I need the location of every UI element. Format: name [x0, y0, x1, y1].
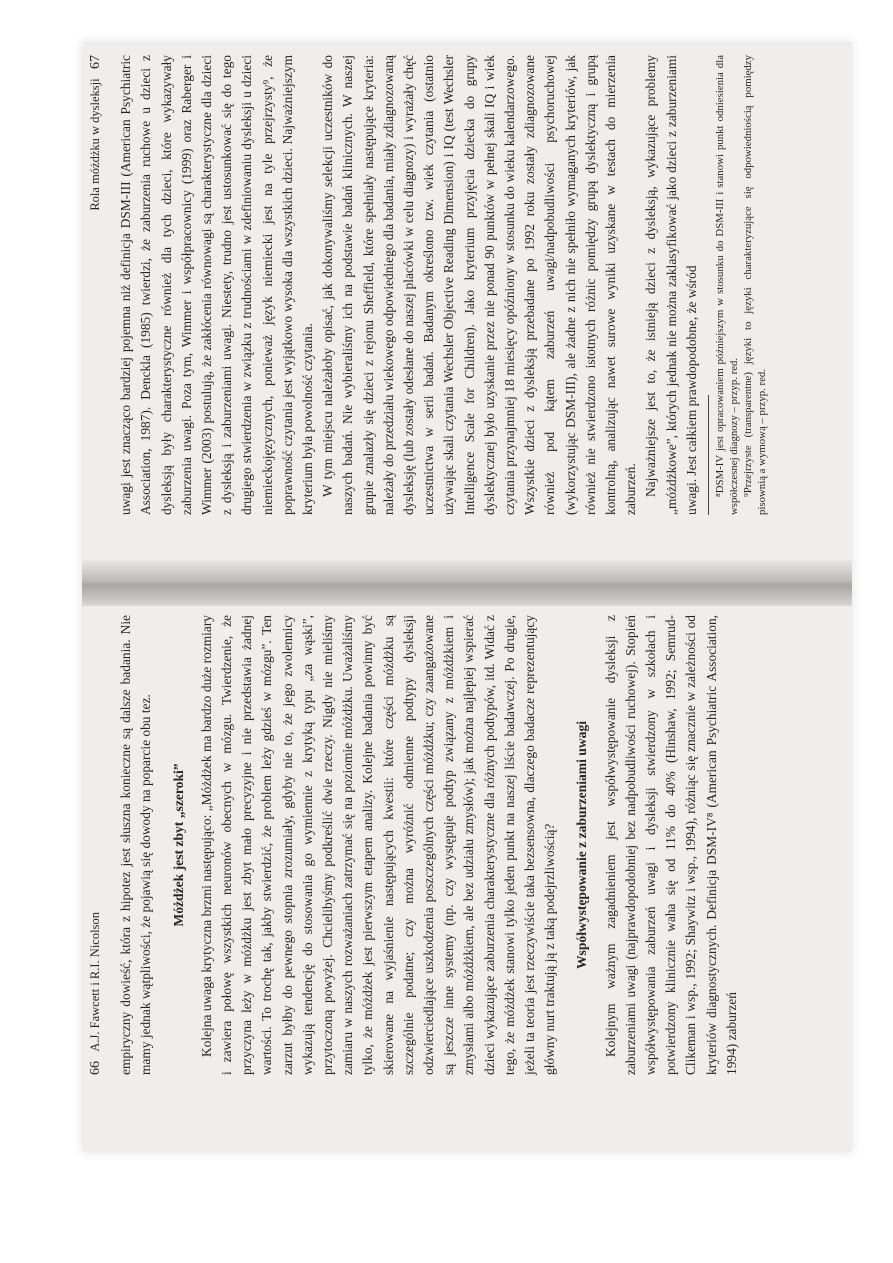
footnote-9: ⁹Przejrzyste (transparentne) języki to języki charakteryzujące się odpowiedniością pomiędzy pisownią a wymową – przyp. red. [742, 55, 769, 515]
paragraph-criticism: Kolejna uwaga krytyczna brzmi następująco: „Móżdżek ma bardzo duże rozmiary i zawiera połowę wszystkich neuronów obecnych w mózgu. Twierdzenie, że przyczyna leży w móżdżku jest zbyt mało precyzyjne i nie przedstawia żadnej wartości. To trochę tak, jakby stwierdzić, że problem leży gdzieś w mózgu”. Ten zarzut byłby do pewnego stopnia zrozumiały, gdyby nie to, że jego zwolennicy wykazują tendencję do stosowania go wymiennie z krytyką typu „za wąski”, przytoczoną powyżej. Chcielibyśmy podkreślić dwie rzeczy. Nigdy nie mieliśmy zamiaru w naszych rozważaniach zatrzymać się na poziomie móżdżku. Uważaliśmy tylko, że móżdżek jest pierwszym etapem analizy. Kolejne badania powinny być skierowane na wyjaśnienie następujących kwestii: które części móżdżku są szczególnie podatne; czy można wyróżnić odmienne podtypy dysleksji odzwierciedlające uszkodzenia poszczególnych części móżdżku; czy zaangażowane są jeszcze inne systemy (np. czy występuje podtyp związany z móżdżkiem i zmysłami albo móżdżkiem, ale bez udziału zmysłów); jak można najlepiej wspierać dzieci wykazujące zaburzenia charakterystyczne dla różnych podtypów, itd. Widać z tego, że móżdżek stanowi tylko jeden punkt na naszej liście badawczej. Po drugie, jeżeli ta teoria jest rzeczywiście taka bezsensowna, dlaczego badacze reprezentujący główny nurt traktują ją z taką podejrzliwością? [198, 615, 558, 1075]
paragraph-participant-selection: W tym miejscu należałoby opisać, jak dokonywaliśmy selekcji uczestników do naszych badań. Nie wybieraliśmy ich na podstawie badań klinicznych. W naszej grupie znalazły się dzieci z rejonu Sheffield, które spełniały następujące kryteria: należały do przedziału wiekowego odpowiedniego dla badania, miały zdiagnozowaną dysleksję (lub zostały odesłane do naszej placówki w celu diagnozy) i wyrażały chęć uczestnictwa w serii badań. Badanym określono tzw. wiek czytania (ostatnio używając skali czytania Wechsler Objective Reading Dimension) i IQ (test Wechsler Intelligence Scale for Children). Jako kryterium przyjęcia dziecka do grupy dyslektycznej było uzyskanie przez nie ponad 90 punktów w pełnej skali IQ i wiek czytania przynajmniej 18 miesięcy opóźniony w stosunku do wieku kalendarzowego. Wszystkie dzieci z dysleksją przebadane po 1992 roku zostały zdiagnozowane również pod kątem zaburzeń uwagi/nadpobudliwości psychoruchowej (wykorzystując DSM-III), ale żadne z nich nie spełniło wymaganych kryteriów, jak również nie stwierdzono istotnych różnic pomiędzy grupą dyslektyczną i grupą kontrolną, analizując nawet surowe wyniki uzyskane w testach do mierzenia zaburzeń. [320, 55, 639, 515]
paragraph-intro: empiryczny dowieść, która z hipotez jest słuszna konieczne są dalsze badania. Nie mamy jednak wątpliwości, że pojawią się dowody na poparcie obu tez. [118, 615, 154, 1075]
section-heading-cerebellum-too-broad: Móżdżek jest zbyt „szeroki” [170, 763, 186, 927]
header-authors: A.J. Fawcett i R.I. Nicolson [88, 912, 102, 1052]
running-header-right [85, 55, 106, 515]
page-67 [85, 55, 769, 515]
page-66 [85, 615, 739, 1075]
page-number: 66 [88, 1061, 103, 1075]
paragraph-attention-definition: uwagi jest znacząco bardziej pojemna niż definicja DSM-III (American Psychiatric Association, 1987). Denckla (1985) twierdzi, że zaburzenia ruchowe u dzieci z dysleksją były charakterystyczne również dla tych dzieci, które wykazywały zaburzenia uwagi. Poza tym, Wimmer i współpracownicy (1999) oraz Raberger i Wimmer (2003) postulują, że zakłócenia równowagi są charakterystyczne dla dzieci z dysleksją i zaburzeniami uwagi. Niestety, trudno jest ustosunkować się do tego drugiego stwierdzenia w związku z trudnościami w zdefiniowaniu dysleksji u dzieci niemieckojęzycznych, ponieważ język niemiecki jest na tyle przejrzysty⁹, że poprawność czytania jest wyjątkowo wysoka dla wszystkich dzieci. Najważniejszym kryterium była powolność czytania. [118, 55, 316, 515]
paragraph-comorbidity: Kolejnym ważnym zagadnieniem jest współwystępowanie dysleksji z zaburzeniami uwagi (najprawdopodobniej bez nadpobudliwości ruchowej). Stopień współwystępowania zaburzeń uwagi i dysleksji stwierdzony w szkołach i potwierdzony klinicznie waha się od 11% do 40% (Hinshaw, 1992; Semrud-Clikeman i wsp., 1992; Shaywitz i wsp., 1994), różniąc się znacznie w zależności od kryteriów diagnostycznych. Definicja DSM-IV⁸ (American Psychiatric Association, 1994) zaburzeń [602, 615, 739, 1075]
paragraph-conclusion: Najważniejsze jest to, że istnieją dzieci z dysleksją, wykazujące problemy „móżdżkowe”, których jednak nie można zaklasyfikować jako dzieci z zaburzeniami uwagi. Jest całkiem prawdopodobne, że wśród [643, 55, 699, 515]
section-heading-attention-comorbidity: Współwystępowanie z zaburzeniami uwagi [574, 720, 590, 970]
footnote-8: ⁸DSM-IV jest opracowaniem późniejszym w stosunku do DSM-III i stanowi punkt odniesienia dla współczesnej diagnozy – przyp. red. [714, 55, 741, 515]
running-header-left [85, 615, 106, 1075]
book-gutter [82, 560, 852, 606]
footnote-rule [708, 395, 709, 515]
header-title: Rola móżdżku w dysleksji [88, 78, 102, 211]
page-number: 67 [88, 55, 103, 69]
